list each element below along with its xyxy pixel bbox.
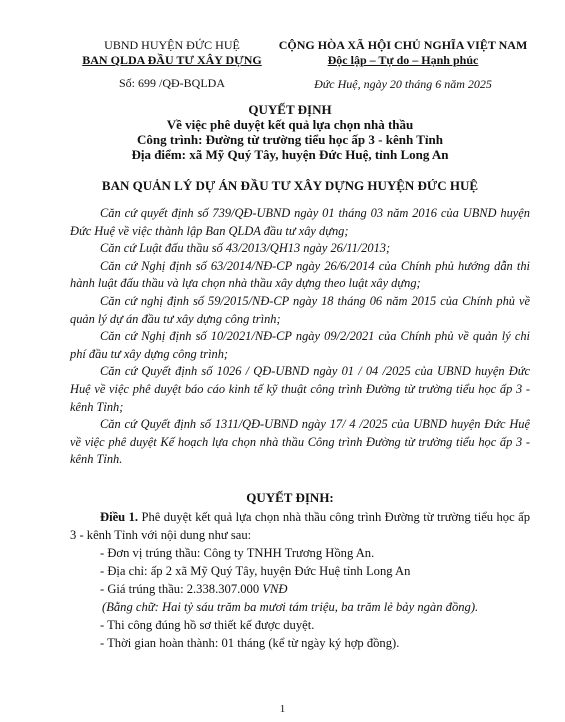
page-number: 1 — [279, 703, 286, 715]
document-number: Số: 699 /QĐ-BQLDA — [118, 76, 225, 90]
legal-bases — [70, 205, 530, 469]
legal-basis: Căn cứ Luật đấu thầu số 43/2013/QH13 ngày 26/11/2013; — [100, 241, 391, 256]
nation-motto: Độc lập – Tự do – Hạnh phúc — [327, 53, 479, 67]
decision-heading: QUYẾT ĐỊNH: — [246, 490, 334, 505]
agency-line-2: BAN QLDA ĐẦU TƯ XÂY DỰNG — [82, 53, 262, 67]
legal-basis: Căn cứ quyết định số 739/QĐ-UBND ngày 01 tháng 03 năm 2016 của UBND huyện Đức Huệ về việc thành lập Ban QLDA đầu tư xây dựng; — [70, 206, 530, 238]
article-1-text: Phê duyệt kết quả lựa chọn nhà thầu công trình Đường từ trường tiểu học ấp 3 - kênh Tỉnh với nội dung như sau: — [70, 510, 530, 542]
legal-basis: Căn cứ Quyết định số 1026 / QĐ-UBND ngày 01 / 04 /2025 của UBND huyện Đức Huệ về việc phê duyệt báo cáo kinh tế kỹ thuật công trình Đường từ trường tiểu học ấp 3 - kênh Tỉnh; — [70, 364, 530, 414]
agency-header — [72, 38, 272, 91]
winning-contractor: - Đơn vị trúng thầu: Công ty TNHH Trương Hồng An. — [100, 546, 375, 560]
decision-title — [40, 102, 540, 162]
issuing-organization: BAN QUẢN LÝ DỰ ÁN ĐẦU TƯ XÂY DỰNG HUYỆN ĐỨC HUỆ — [101, 178, 479, 193]
agency-line-1: UBND HUYỆN ĐỨC HUỆ — [104, 38, 240, 52]
winning-price-value: - Giá trúng thầu: 2.338.307.000 — [100, 582, 263, 596]
title-main: QUYẾT ĐỊNH — [248, 102, 332, 117]
legal-basis: Căn cứ Quyết định số 1311/QĐ-UBND ngày 17/ 4 /2025 của UBND huyện Đức Huệ về việc phê duyệt Kế hoạch lựa chọn nhà thầu Công trình Đường từ trường tiểu học ấp 3 - kênh Tỉnh. — [70, 417, 530, 467]
legal-basis: Căn cứ nghị định số 59/2015/NĐ-CP ngày 18 tháng 06 năm 2015 của Chính phủ về quản lý dự án đầu tư xây dựng công trình; — [70, 293, 530, 326]
article-1-label: Điều 1. — [100, 510, 139, 524]
nation-line-1: CỘNG HÒA XÃ HỘI CHỦ NGHĨA VIỆT NAM — [278, 38, 528, 52]
article-1 — [70, 508, 530, 652]
contractor-address: - Địa chỉ: ấp 2 xã Mỹ Quý Tây, huyện Đức Huệ tỉnh Long An — [100, 564, 411, 578]
article-1-intro — [70, 508, 530, 544]
currency-unit: VNĐ — [262, 582, 288, 596]
construction-requirement: - Thi công đúng hồ sơ thiết kế được duyệt. — [100, 618, 315, 632]
title-location: Địa điểm: xã Mỹ Quý Tây, huyện Đức Huệ, tỉnh Long An — [131, 147, 449, 162]
title-project: Công trình: Đường từ trường tiểu học ấp 3 - kênh Tỉnh — [137, 132, 443, 147]
title-subject: Về việc phê duyệt kết quả lựa chọn nhà thầu — [166, 117, 414, 132]
winning-price — [70, 580, 530, 598]
price-in-words: (Bằng chữ: Hai tỷ sáu trăm ba mươi tám triệu, ba trăm lẻ bảy ngàn đồng). — [102, 600, 479, 614]
place-date: Đức Huệ, ngày 20 tháng 6 năm 2025 — [314, 77, 492, 91]
legal-basis: Căn cứ Nghị định số 10/2021/NĐ-CP ngày 09/2/2021 của Chính phủ về quản lý chi phí đầu tư xây dựng công trình; — [70, 329, 530, 361]
nation-header — [262, 38, 544, 92]
completion-time: - Thời gian hoàn thành: 01 tháng (kể từ ngày ký hợp đồng). — [100, 636, 400, 650]
legal-basis: Căn cứ Nghị định số 63/2014/NĐ-CP ngày 26/6/2014 của Chính phủ hướng dẫn thi hành luật đấu thầu và lựa chọn nhà thầu xây dựng theo luật xây dựng; — [70, 258, 530, 291]
